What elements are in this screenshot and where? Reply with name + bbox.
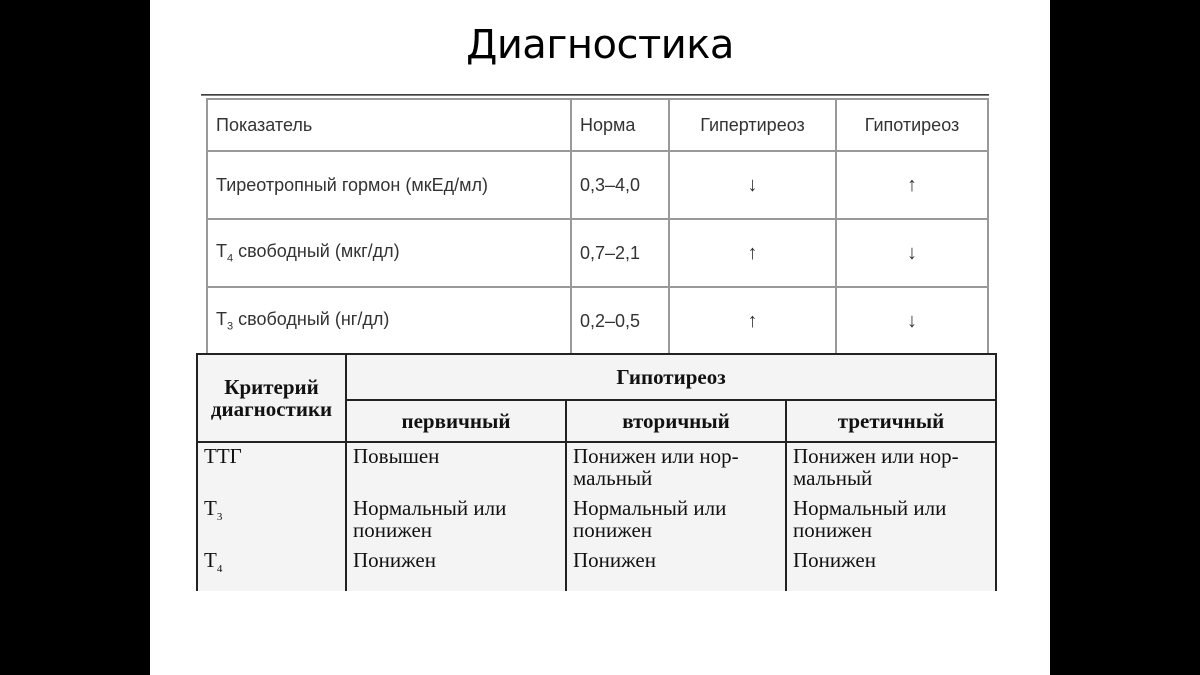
header-norm: Норма — [571, 99, 669, 151]
header-primary: первичный — [346, 400, 566, 442]
arrow-up-icon: ↑ — [669, 287, 836, 355]
table-top-rule — [201, 94, 989, 96]
indicator-subscript: 3 — [227, 320, 234, 333]
norms-table — [206, 98, 989, 356]
primary-cell: Нормальный или понижен — [346, 495, 566, 547]
header-hyperthyroidism: Гипертиреоз — [669, 99, 836, 151]
header-tertiary: третичный — [786, 400, 996, 442]
arrow-down-icon: ↓ — [669, 151, 836, 219]
criterion-symbol: T — [204, 496, 217, 520]
criterion-label — [197, 547, 346, 591]
table-row — [197, 442, 996, 495]
indicator-cell — [207, 287, 571, 355]
header-hypothyroidism-group: Гипотиреоз — [346, 354, 996, 400]
table-header-row — [197, 354, 996, 400]
norm-cell: 0,2–0,5 — [571, 287, 669, 355]
hypothyroid-table — [196, 353, 997, 591]
criterion-symbol: T — [204, 548, 217, 572]
secondary-cell: Нормальный или понижен — [566, 495, 786, 547]
arrow-down-icon: ↓ — [836, 219, 988, 287]
norms-table-container — [201, 94, 991, 354]
arrow-down-icon: ↓ — [836, 287, 988, 355]
norm-cell: 0,3–4,0 — [571, 151, 669, 219]
arrow-up-icon: ↑ — [836, 151, 988, 219]
indicator-symbol: T — [216, 309, 227, 330]
indicator-cell: Тиреотропный гормон (мкЕд/мл) — [207, 151, 571, 219]
criterion-symbol: ТТГ — [204, 444, 242, 468]
primary-cell: Повышен — [346, 442, 566, 495]
header-secondary: вторичный — [566, 400, 786, 442]
table-row — [207, 219, 988, 287]
tertiary-cell: Понижен или нор-мальный — [786, 442, 996, 495]
criterion-subscript: 4 — [216, 563, 223, 576]
secondary-cell: Понижен — [566, 547, 786, 591]
criterion-subscript: 3 — [216, 511, 223, 524]
header-indicator: Показатель — [207, 99, 571, 151]
indicator-subscript: 4 — [227, 252, 234, 265]
indicator-symbol: T — [216, 241, 227, 262]
header-criterion: Критерий диагностики — [197, 354, 346, 442]
secondary-cell: Понижен или нор-мальный — [566, 442, 786, 495]
slide-title: Диагностика — [466, 22, 734, 68]
table-row — [197, 547, 996, 591]
table-row — [197, 495, 996, 547]
criterion-label — [197, 495, 346, 547]
indicator-cell — [207, 219, 571, 287]
header-hypothyroidism: Гипотиреоз — [836, 99, 988, 151]
indicator-text: свободный (нг/дл) — [233, 309, 390, 330]
tertiary-cell: Понижен — [786, 547, 996, 591]
norm-cell: 0,7–2,1 — [571, 219, 669, 287]
table-row — [207, 151, 988, 219]
arrow-up-icon: ↑ — [669, 219, 836, 287]
table-header-row — [207, 99, 988, 151]
table-row — [207, 287, 988, 355]
slide-bottom-margin — [150, 635, 1050, 675]
criterion-label — [197, 442, 346, 495]
slide — [150, 0, 1050, 675]
tertiary-cell: Нормальный или понижен — [786, 495, 996, 547]
primary-cell: Понижен — [346, 547, 566, 591]
indicator-text: свободный (мкг/дл) — [233, 241, 400, 262]
